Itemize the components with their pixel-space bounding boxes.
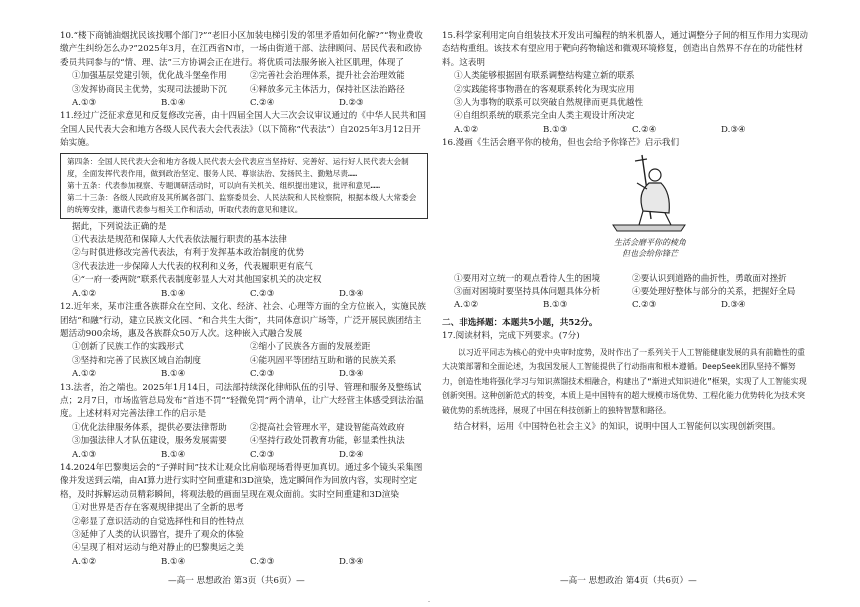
option: ④能巩固平等团结互助和谐的民族关系 xyxy=(250,355,397,366)
answer-choice: D.②④ xyxy=(339,449,364,460)
question-stem: 14.2024年巴黎奥运会的“子弹时间”技术让观众比肩临现场看得更加真切。通过多个镜头采集图像并发送到云端，由AI算力进行实时空间重建和3D渲染，选定瞬间作为回放内容，实现时空定格，及时拆解运动员精彩瞬间，将观法般的画面呈现在观众面前。实时空间重建和3D渲染 xyxy=(60,462,423,500)
question-12 xyxy=(60,301,428,381)
answer-choice: D.③④ xyxy=(339,556,364,567)
question-11 xyxy=(60,110,428,301)
option: ③代表法进一步保障人大代表的权利和义务，代表履职更有底气 xyxy=(72,261,313,272)
option: ②实践能将事物潜在的客观联系转化为现实应用 xyxy=(454,84,635,95)
option: ④自组织系统的联系完全由人类主观设计所决定 xyxy=(454,111,635,122)
answer-choice: A.①② xyxy=(72,556,97,567)
left-page xyxy=(60,30,428,569)
answer-choice: C.②③ xyxy=(250,288,275,299)
answer-choice: A.①② xyxy=(454,124,479,135)
answer-choice: B.①④ xyxy=(161,449,186,460)
question-prompt: 结合材料，运用《中国特色社会主义》的知识，说明中国人工智能何以实现创新突围。 xyxy=(454,421,781,432)
answer-choice: B.①④ xyxy=(161,288,186,299)
answer-choice: A.①② xyxy=(72,369,97,380)
question-stem: 13.法者，治之端也。2025年1月14日，司法部持续深化律师队伍的引导、管理和服务及整练试点；2月7日，市场监管总局发布“首违不罚”“轻微免罚”两个清单，让广大经营主体感受到法治温度。上述材料对完善法律工作的启示是 xyxy=(60,382,424,420)
question-10 xyxy=(60,30,428,110)
question-stem: 11.经过广泛征求意见和反复修改完善，由十四届全国人大三次会议审议通过的《中华人民共和国全国人民代表大会和地方各级人民代表大会代表法》（以下简称“代表法”）自2025年3月12日开始实施。 xyxy=(60,111,427,149)
answer-choice: C.②③ xyxy=(250,449,275,460)
option: ③加强法律人才队伍建设，服务发展需要 xyxy=(72,436,227,447)
law-article: 第十五条：代表参加视察、专题调研活动时，可以向有关机关、组织提出建议，批评和意见…… xyxy=(67,180,380,190)
option: ④“一府一委两院”联系代表制度彰显人大对其他国家机关的决定权 xyxy=(72,275,322,286)
answer-choice: D.②③ xyxy=(339,98,364,109)
option: ③坚持和完善了民族区域自治制度 xyxy=(72,355,201,366)
law-article: 第四条：全国人民代表大会和地方各级人民代表大会代表应当坚持好、完善好、运行好人民代表大会制度，全面发挥代表作用，做到政治坚定、服务人民、尊崇法治、发扬民主、勤勉尽责…… xyxy=(67,156,409,178)
question-14 xyxy=(60,462,428,569)
option: ②缩小了民族各方面的发展差距 xyxy=(250,342,371,353)
question-15 xyxy=(442,30,810,137)
answer-choice: D.③④ xyxy=(339,288,364,299)
answer-choice: B.①④ xyxy=(161,369,186,380)
cartoon-caption: 生活会磨平你的棱角 但也会给你锋芒 xyxy=(614,237,686,258)
option: ②提高社会管理水平，建设智能高效政府 xyxy=(250,422,405,433)
answer-choice: C.②③ xyxy=(632,300,657,311)
option: ①对世界是否存在客观规律提出了全新的思考 xyxy=(72,503,244,514)
question-stem: 16.漫画《生活会磨平你的棱角，但也会给予你锋芒》启示我们 xyxy=(442,138,680,149)
option: ②完善社会治理体系，提升社会治理效能 xyxy=(250,71,405,82)
question-16 xyxy=(442,137,810,313)
law-excerpt-box xyxy=(60,153,428,219)
law-article: 第二十三条：各级人民政府及其所属各部门、监察委员会、人民法院和人民检察院，根据本级人大常委会的统筹安排，邀请代表参与相关工作和活动，听取代表的意见和建议。 xyxy=(67,192,417,214)
option: ①要用对立统一的观点看待人生的困境 xyxy=(454,273,601,284)
option: ③发挥协商民主优势，实现司法援助下沉 xyxy=(72,84,227,95)
answer-choice: B.①④ xyxy=(161,98,186,109)
option: ①代表法是规范和保障人大代表依法履行职责的基本法律 xyxy=(72,235,287,246)
right-page xyxy=(442,30,810,434)
answer-choice: C.②④ xyxy=(632,124,657,135)
option: ②彰显了意识活动的自觉选择性和目的性特点 xyxy=(72,516,244,527)
question-stem: 12.近年来，某市注重各族群众在空间、文化、经济、社会、心理等方面的全方位嵌入，实施民族团结“和融”行动，建立民族文化园、“和合共生大街”，共同体意识广场等，广泛开展民族团结主题活动900余场，惠及各族群众50万人次。这种嵌入式融合发展 xyxy=(60,302,427,339)
answer-choice: B.①④ xyxy=(161,556,186,567)
answer-choice: B.①③ xyxy=(543,124,568,135)
option: ③人为事物的联系可以突破自然规律而更具优越性 xyxy=(454,98,644,109)
answer-choice: C.②③ xyxy=(250,369,275,380)
grinding-figure-icon xyxy=(577,153,717,237)
center-mark: - xyxy=(428,598,431,605)
page-footer-left: —高一 思想政治 第3页（共6页）— xyxy=(168,576,305,586)
option: ②要认识到道路的曲折性，勇敢面对挫折 xyxy=(632,273,787,284)
option: ①创新了民族工作的实践形式 xyxy=(72,342,184,353)
answer-choice: A.①③ xyxy=(72,98,97,109)
answer-choice: A.①③ xyxy=(72,449,97,460)
option: ①优化法律服务体系，提供必要法律帮助 xyxy=(72,422,227,433)
reading-material: 以习近平同志为核心的党中央审时度势，及时作出了一系列关于人工智能健康发展的具有前瞻性的重大决策部署和全面论述，为我国发展人工智能提供了行动指南和根本遵循。DeepSeek团队坚持不懈努力，创造性地将强化学习与知识蒸馏技术相融合，构建出了“渐进式知识进化”框架，实现了人工智能实现创新突围。这种创新范式的转变，本质上是中国特有的超大规模市场优势、工程化能力优势转化为技术突破优势的系统选择，展现了中国在科技创新上的独特智慧和路径。 xyxy=(442,347,807,416)
option: ①人类能够根据固有联系调整结构建立新的联系 xyxy=(454,71,635,82)
option: ④释放多元主体活力，保持社区法治路径 xyxy=(250,84,405,95)
cartoon-illustration xyxy=(442,153,810,271)
answer-choice: C.②④ xyxy=(250,98,275,109)
section-heading: 二、非选择题：本题共5小题，共52分。 xyxy=(442,317,598,328)
question-title: 17.阅读材料，完成下列要求。(7分) xyxy=(442,331,580,342)
answer-choice: D.③④ xyxy=(339,369,364,380)
option: ④坚持行政处罚教育功能，彰显柔性执法 xyxy=(250,436,405,447)
question-stem: 10.“楼下商铺油烟扰民该找哪个部门?”“老旧小区加装电梯引发的邻里矛盾如何化解?”“物业费收缴产生纠纷怎么办?”2025年3月，在江西省N市，一场由街道干部、法律顾问、居民代表和政协委员共同参与的“情、理、法”三方协调会正在进行。将优质司法服务嵌入社区肌理，体现了 xyxy=(60,31,423,68)
answer-choice: A.①② xyxy=(72,288,97,299)
question-13 xyxy=(60,382,428,462)
answer-choice: A.①② xyxy=(454,300,479,311)
answer-choice: C.②③ xyxy=(250,556,275,567)
answer-choice: D.③④ xyxy=(721,300,746,311)
answer-choice: D.③④ xyxy=(721,124,746,135)
option: ②与时俱进修改完善代表法，有利于发挥基本政治制度的优势 xyxy=(72,248,305,259)
option: ④呈现了相对运动与绝对静止的巴黎奥运之美 xyxy=(72,543,244,554)
page-footer-right: —高一 思想政治 第4页（共6页）— xyxy=(560,576,697,586)
option: ③延伸了人类的认识器官，提升了观众的体验 xyxy=(72,530,244,540)
question-17 xyxy=(442,330,810,434)
question-lead: 据此，下列说法正确的是 xyxy=(72,221,167,232)
question-stem: 15.科学家利用定向自组装技术开发出可编程的纳米机器人，通过调整分子间的相互作用力实现动态结构重组。该技术有望应用于靶向药物输送和微观环境修复，创造出自然界不存在的功能性材料。这表明 xyxy=(442,31,809,68)
option: ④要处理好整体与部分的关系，把握好全局 xyxy=(632,287,796,298)
option: ③面对困境时要坚持具体问题具体分析 xyxy=(454,287,601,298)
answer-choice: B.①③ xyxy=(543,300,568,311)
option: ①加强基层党建引领，优化战斗堡垒作用 xyxy=(72,71,227,82)
